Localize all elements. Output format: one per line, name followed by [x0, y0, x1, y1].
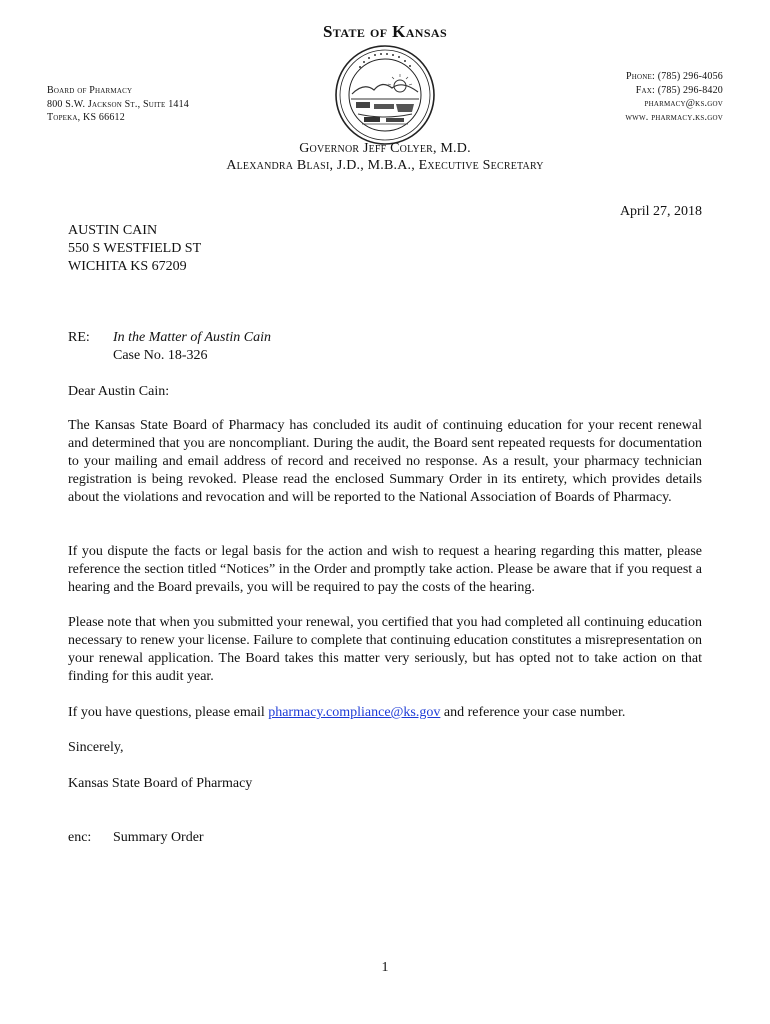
board-fax: Fax: (785) 296-8420	[635, 84, 723, 96]
compliance-email-link[interactable]: pharmacy.compliance@ks.gov	[268, 705, 441, 720]
paragraph-renewal: Please note that when you submitted your renewal, you certified that you had completed all continuing education necessary to renew your license. Failure to complete that continuing education constitutes a misrepresentation on your renewal application. The Board takes this matter very seriously, but has opted not to take action on that finding for this audit year.	[68, 615, 702, 684]
enclosure-line	[68, 829, 702, 847]
re-case-number: Case No. 18-326	[113, 348, 208, 363]
board-email: pharmacy@ks.gov	[644, 98, 723, 110]
governor-line: Governor Jeff Colyer, M.D.	[299, 141, 471, 156]
secretary-line: Alexandra Blasi, J.D., M.B.A., Executive Secretary	[226, 158, 544, 173]
recipient-address	[68, 222, 702, 276]
re-details	[113, 329, 271, 365]
questions-line	[68, 704, 702, 722]
closing: Sincerely,	[68, 740, 124, 755]
re-label: RE:	[68, 330, 90, 345]
questions-text-after: and reference your case number.	[440, 705, 626, 720]
letterhead-title: State of Kansas	[322, 22, 448, 41]
signature: Kansas State Board of Pharmacy	[68, 776, 253, 791]
re-matter: In the Matter of Austin Cain	[113, 330, 272, 345]
board-address-block	[47, 84, 189, 125]
board-city: Topeka, KS 66612	[47, 112, 125, 124]
paragraph-audit: The Kansas State Board of Pharmacy has concluded its audit of continuing education for your recent renewal and determined that you are noncompliant. During the audit, the Board sent repeated requests for documentation to your mailing and email address of record and received no response. As a result, your pharmacy technician registration is being revoked. Please read the enclosed Summary Order in its entirety, which provides details about the violations and revocation and will be reported to the National Association of Boards of Pharmacy.	[68, 418, 702, 505]
board-website: www. pharmacy.ks.gov	[625, 111, 723, 123]
enclosure-label: enc:	[68, 830, 92, 845]
salutation: Dear Austin Cain:	[68, 384, 170, 399]
page-number: 1	[381, 960, 389, 975]
board-phone: Phone: (785) 296-4056	[626, 71, 723, 82]
letter-date: April 27, 2018	[619, 204, 702, 219]
recipient-name: AUSTIN CAIN	[68, 223, 158, 238]
board-contact-block	[625, 70, 723, 124]
officials-block	[0, 140, 770, 174]
questions-text-before: If you have questions, please email	[68, 705, 269, 720]
recipient-city: WICHITA KS 67209	[68, 259, 187, 274]
board-name: Board of Pharmacy	[47, 85, 133, 96]
state-seal-icon	[334, 44, 436, 146]
paragraph-hearing: If you dispute the facts or legal basis for the action and wish to request a hearing regarding this matter, please reference the section titled “Notices” in the Order and promptly take action. Please be aware that if you request a hearing and the Board prevails, you will be required to pay the costs of the hearing.	[68, 544, 702, 595]
recipient-street: 550 S WESTFIELD ST	[68, 241, 202, 256]
board-street: 800 S.W. Jackson St., Suite 1414	[47, 98, 189, 110]
enclosure-value: Summary Order	[113, 830, 204, 845]
